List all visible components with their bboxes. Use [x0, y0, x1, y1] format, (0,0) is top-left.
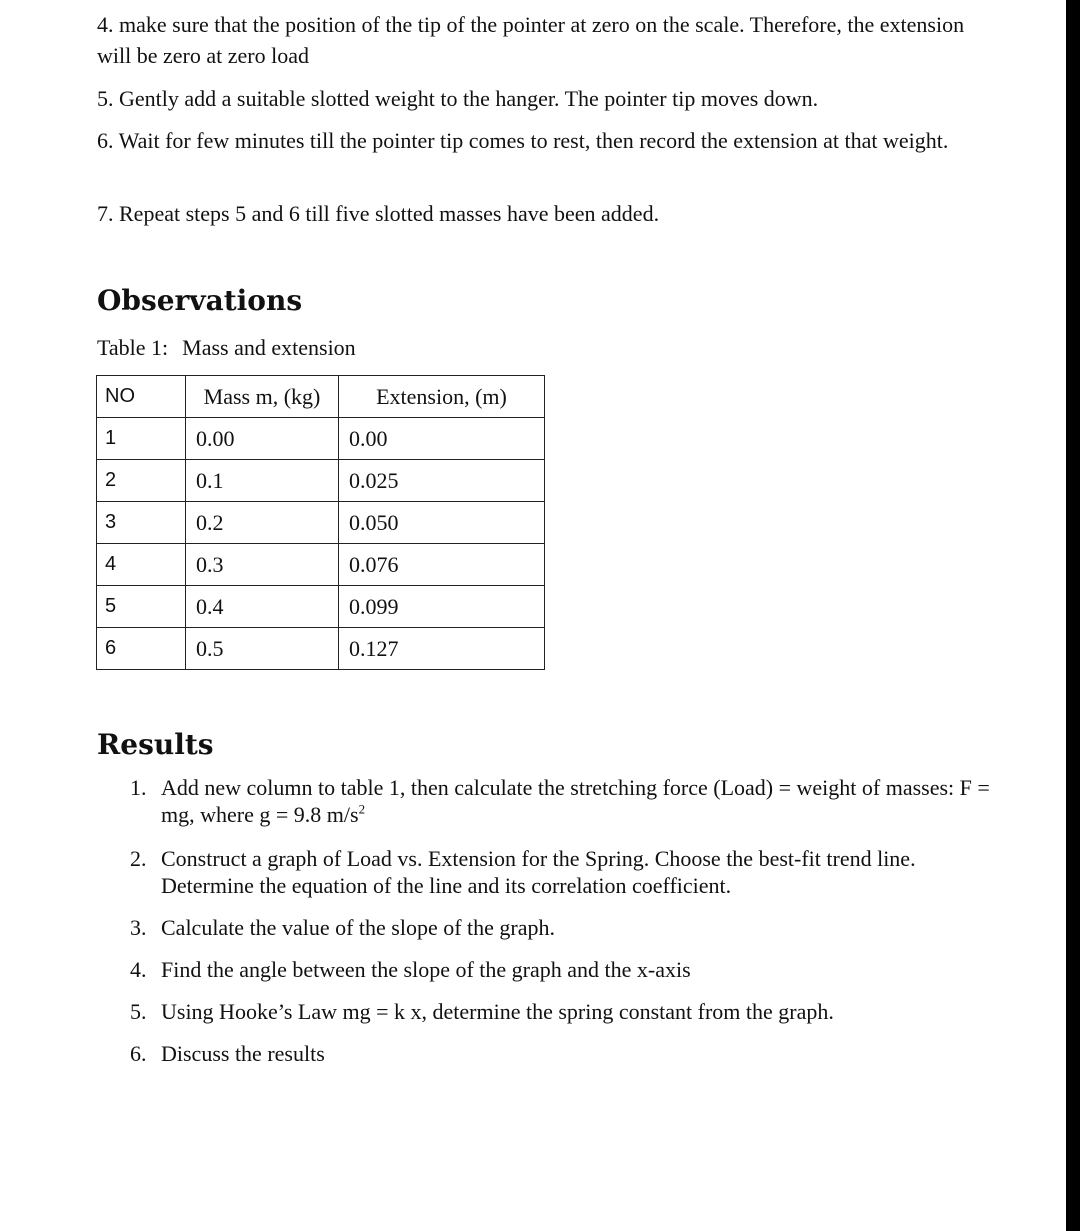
column-header-no: NO: [97, 376, 186, 418]
cell-extension: 0.127: [339, 628, 545, 670]
cell-extension: 0.050: [339, 502, 545, 544]
column-header-extension: Extension, (m): [339, 376, 545, 418]
list-item-text: Calculate the value of the slope of the graph.: [161, 915, 556, 940]
procedure-step-7: 7. Repeat steps 5 and 6 till five slotted masses have been added.: [97, 201, 660, 226]
table-caption: [97, 335, 356, 361]
cell-mass: 0.00: [186, 418, 339, 460]
procedure-step-5: 5. Gently add a suitable slotted weight to the hanger. The pointer tip moves down.: [97, 86, 819, 111]
observations-heading: Observations: [97, 284, 303, 317]
procedure-step-4: 4. make sure that the position of the tip of the pointer at zero on the scale. Therefore, the extension will be zero at zero load: [97, 12, 965, 68]
list-item-text: Find the angle between the slope of the graph and the x-axis: [161, 957, 691, 982]
column-header-mass: Mass m, (kg): [186, 376, 339, 418]
list-item: [130, 956, 1010, 983]
table-row: [97, 628, 545, 670]
results-list: [130, 774, 1010, 1067]
cell-extension: 0.076: [339, 544, 545, 586]
table-header-row: [97, 376, 545, 418]
cell-mass: 0.4: [186, 586, 339, 628]
list-item-text: Construct a graph of Load vs. Extension for the Spring. Choose the best-fit trend line. Determine the equation of the line and its correlation coefficient.: [161, 846, 916, 898]
cell-no: 2: [97, 460, 186, 502]
list-item-number: 6.: [130, 1041, 147, 1066]
viewer-edge: [1066, 0, 1080, 1231]
list-item-text: Using Hooke’s Law mg = k x, determine the spring constant from the graph.: [161, 999, 834, 1024]
procedure-step-6: 6. Wait for few minutes till the pointer tip comes to rest, then record the extension at that weight.: [97, 128, 949, 153]
list-item-number: 2.: [130, 846, 147, 871]
cell-no: 5: [97, 586, 186, 628]
cell-extension: 0.099: [339, 586, 545, 628]
cell-no: 4: [97, 544, 186, 586]
table-row: [97, 544, 545, 586]
results-heading: Results: [97, 728, 214, 761]
cell-no: 6: [97, 628, 186, 670]
list-item: [130, 774, 1010, 828]
table-caption-label: Table 1:: [97, 335, 169, 360]
list-item-number: 4.: [130, 957, 147, 982]
cell-mass: 0.3: [186, 544, 339, 586]
table-row: [97, 418, 545, 460]
cell-mass: 0.5: [186, 628, 339, 670]
superscript: 2: [358, 801, 366, 817]
list-item-text: Discuss the results: [161, 1041, 325, 1066]
list-item-number: 5.: [130, 999, 147, 1024]
list-item: [130, 845, 1010, 899]
list-item: [130, 1040, 1010, 1067]
mass-extension-table: [96, 375, 545, 670]
list-item-number: 1.: [130, 775, 147, 800]
table-row: [97, 502, 545, 544]
cell-extension: 0.025: [339, 460, 545, 502]
list-item-number: 3.: [130, 915, 147, 940]
table-caption-text: Mass and extension: [182, 335, 356, 360]
cell-mass: 0.2: [186, 502, 339, 544]
table-row: [97, 586, 545, 628]
list-item: [130, 998, 1010, 1025]
cell-extension: 0.00: [339, 418, 545, 460]
cell-mass: 0.1: [186, 460, 339, 502]
list-item-text: Add new column to table 1, then calculate the stretching force (Load) = weight of masses: F = mg, where g = 9.8 m/s: [161, 775, 990, 827]
cell-no: 1: [97, 418, 186, 460]
list-item: [130, 914, 1010, 941]
table-row: [97, 460, 545, 502]
cell-no: 3: [97, 502, 186, 544]
